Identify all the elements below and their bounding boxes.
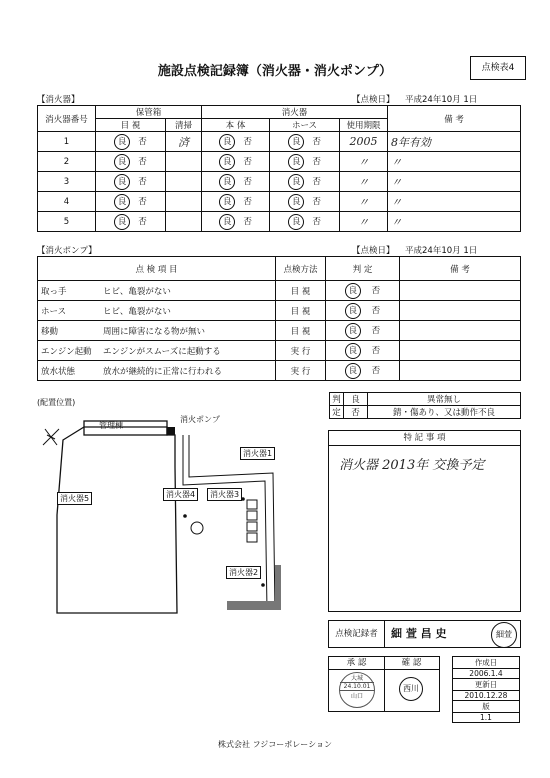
inspector-seal: 細萱 [491,622,517,648]
stamp-bottom: 山口 [350,693,363,700]
pump-header-item: 点 検 項 目 [38,257,276,281]
pump-item-detail: 放水が継続的に正常に行われる [103,366,223,377]
judge-ok: 良 [219,154,235,170]
location-dot [261,583,265,587]
judge-ok: 良 [114,134,130,150]
page-title: 施設点検記録簿（消火器・消火ポンプ） [157,64,393,79]
header-cleaning: 清掃 [166,119,202,132]
extinguisher-hose [270,192,340,212]
judge-ok: 良 [288,134,304,150]
pump-item-name: 取っ手 [41,286,67,297]
pump-item [38,301,276,321]
storage-visual [96,172,166,192]
extinguisher-body [202,212,270,232]
confirm-label: 確 認 [384,657,439,670]
pump-method: 目 視 [276,321,326,341]
map-ext3-label: 消火器3 [207,488,242,501]
extinguisher-body [202,132,270,152]
updated-label: 更新日 [453,679,520,691]
judge-ok: 良 [345,303,361,319]
pump-judge [326,281,400,301]
extinguisher-number: 3 [38,172,96,192]
pump-remarks [400,301,521,321]
extinguisher-number: 2 [38,152,96,172]
extinguisher-expiry: 〃 [340,192,388,212]
confirm-seal: 西川 [399,677,423,701]
revision-table [452,656,520,723]
storage-cleaning [166,132,202,152]
extinguisher-number: 1 [38,132,96,152]
inspector-name: 細 萱 昌 史 [391,627,447,640]
inspector-box [328,620,521,648]
storage-visual [96,212,166,232]
map-pump-label: 消火ポンプ [180,415,220,424]
extinguisher-remarks: 〃 [388,152,521,172]
pump-item-name: ホース [41,306,67,317]
form-tag: 点検表4 [470,56,526,80]
header-remarks: 備 考 [388,106,521,132]
extinguisher-date-value: 平成24年10月 1日 [405,95,478,105]
pump-remarks [400,361,521,381]
pump-date-label: 【点検日】 [352,246,395,256]
legend-ok-desc: 異常無し [368,393,521,406]
map-ext2-label: 消火器2 [226,566,261,579]
judge-ok: 良 [114,174,130,190]
header-body: 本 体 [202,119,270,132]
storage-cleaning [166,152,202,172]
hatched-area [227,601,275,610]
judge-ok: 良 [219,194,235,210]
pump-remarks [400,281,521,301]
judge-ng: 否 [138,196,147,207]
judge-ng: 否 [371,285,381,296]
storage-cleaning [166,212,202,232]
approval-label: 承 認 [329,657,385,670]
site-outline [57,427,177,613]
header-expiry: 使用期限 [340,119,388,132]
legend-ng-desc: 錆・傷あり、又は動作不良 [368,406,521,419]
judge-ok: 良 [288,214,304,230]
inspector-label: 点検記録者 [329,621,385,647]
building-outline [84,421,167,435]
pump-item-name: エンジン起動 [41,346,92,357]
judge-ng: 否 [312,196,321,207]
pump-item [38,341,276,361]
judge-ok: 良 [219,134,235,150]
extinguisher-body [202,152,270,172]
extinguisher-remarks: 〃 [388,172,521,192]
judge-ok: 良 [345,363,361,379]
extinguisher-body [202,192,270,212]
legend-ok: 良 [344,393,368,406]
extinguisher-section-label: 【消火器】 [37,95,80,105]
created-label: 作成日 [453,657,520,669]
cleaning-mark: 済 [178,135,189,149]
judge-ok: 良 [219,174,235,190]
map-building-label: 管理棟 [99,421,123,430]
extinguisher-expiry: 〃 [340,152,388,172]
hatched-area [275,565,281,610]
extinguisher-expiry: 2005 [340,132,388,152]
judge-ng: 否 [371,325,381,336]
extinguisher-hose [270,152,340,172]
pump-judge [326,341,400,361]
storage-box [247,533,257,542]
pump-item [38,361,276,381]
storage-visual [96,192,166,212]
notes-box [328,430,521,612]
judge-ng: 否 [243,196,252,207]
storage-box [247,511,257,520]
extinguisher-row [38,192,521,212]
judge-ok: 良 [345,283,361,299]
pump-judge [326,301,400,321]
judge-ng: 否 [138,176,147,187]
header-number: 消火器番号 [38,106,96,132]
pump-item [38,321,276,341]
pump-date-value: 平成24年10月 1日 [405,246,478,256]
map-ext1-label: 消火器1 [240,447,275,460]
extinguisher-expiry: 〃 [340,212,388,232]
judge-ng: 否 [371,305,381,316]
pump-item-detail: 周囲に障害になる物が無い [103,326,206,337]
legend-fixed-label: 定 [330,406,344,419]
judge-ng: 否 [243,216,252,227]
extinguisher-row [38,132,521,152]
judge-ok: 良 [288,154,304,170]
pump-item [38,281,276,301]
pump-header-method: 点検方法 [276,257,326,281]
legend-table [329,392,521,419]
extinguisher-number: 5 [38,212,96,232]
pump-judge [326,361,400,381]
footer-company: 株式会社 フジコーポレーション [218,740,332,749]
storage-visual [96,132,166,152]
pump-section-label: 【消火ポンプ】 [37,246,97,256]
pump-row [38,281,521,301]
judge-ok: 良 [288,194,304,210]
pump-remarks [400,321,521,341]
notes-text: 消火器 2013年 交換予定 [339,458,485,473]
extinguisher-number: 4 [38,192,96,212]
judge-ng: 否 [138,136,147,147]
judge-ng: 否 [312,136,321,147]
extinguisher-hose [270,132,340,152]
judge-ng: 否 [371,365,381,376]
header-hose: ホース [270,119,340,132]
extinguisher-remarks: 〃 [388,212,521,232]
judge-ng: 否 [312,216,321,227]
notes-header: 特 記 事 項 [329,431,520,446]
extinguisher-row [38,152,521,172]
legend-judge-label: 判 [330,393,344,406]
judge-ng: 否 [371,345,381,356]
judge-ok: 良 [114,154,130,170]
extinguisher-body [202,172,270,192]
pump-row [38,321,521,341]
judge-ng: 否 [138,156,147,167]
version-value: 1.1 [453,713,520,723]
judge-ng: 否 [243,156,252,167]
round-object [191,522,203,534]
judge-ok: 良 [114,194,130,210]
storage-visual [96,152,166,172]
stamp-date: 24.10.01 [340,682,374,691]
extinguisher-hose [270,172,340,192]
legend-ng: 否 [344,406,368,419]
extinguisher-remarks: 〃 [388,192,521,212]
extinguisher-hose [270,212,340,232]
pump-row [38,361,521,381]
approval-stamp [339,672,375,708]
extinguisher-table [37,105,521,232]
pump-item-name: 放水状態 [41,366,76,377]
extinguisher-expiry: 〃 [340,172,388,192]
judge-ok: 良 [345,323,361,339]
stamp-top: 大城 [350,675,363,682]
header-extinguisher: 消火器 [202,106,388,119]
pump-row [38,341,521,361]
judge-ng: 否 [312,176,321,187]
judge-ok: 良 [288,174,304,190]
pump-item-name: 移動 [41,326,59,337]
created-value: 2006.1.4 [453,669,520,679]
storage-cleaning [166,192,202,212]
extinguisher-remarks: 8年有効 [388,132,521,152]
pump-method: 実 行 [276,361,326,381]
judge-ok: 良 [219,214,235,230]
pump-table [37,256,521,381]
location-dot [183,514,187,518]
updated-value: 2010.12.28 [453,691,520,701]
judge-ok: 良 [114,214,130,230]
storage-box [247,500,257,509]
judge-ng: 否 [138,216,147,227]
map-ext4-label: 消火器4 [163,488,198,501]
approval-divider [384,669,385,711]
judge-ng: 否 [312,156,321,167]
compass-icon [43,429,59,445]
pump-row [38,301,521,321]
pump-method: 目 視 [276,301,326,321]
header-visual: 目 視 [96,119,166,132]
judge-ok: 良 [345,343,361,359]
pump-item-detail: ヒビ、亀裂がない [103,306,171,317]
pump-block [167,427,175,435]
layout-map-label: (配置位置) [37,398,76,407]
pump-header-judge: 判 定 [326,257,400,281]
pump-item-detail: ヒビ、亀裂がない [103,286,171,297]
pump-remarks [400,341,521,361]
extinguisher-row [38,172,521,192]
map-ext5-label: 消火器5 [57,492,92,505]
approval-box [328,656,440,712]
version-label: 版 [453,701,520,713]
pump-item-detail: エンジンがスムーズに起動する [103,346,221,357]
layout-map [37,405,287,620]
pump-method: 目 視 [276,281,326,301]
storage-box [247,522,257,531]
pump-method: 実 行 [276,341,326,361]
header-storage: 保管箱 [96,106,202,119]
extinguisher-date-label: 【点検日】 [352,95,395,105]
judge-ng: 否 [243,176,252,187]
judge-ng: 否 [243,136,252,147]
pump-judge [326,321,400,341]
extinguisher-row [38,212,521,232]
pump-header-remarks: 備 考 [400,257,521,281]
storage-cleaning [166,172,202,192]
